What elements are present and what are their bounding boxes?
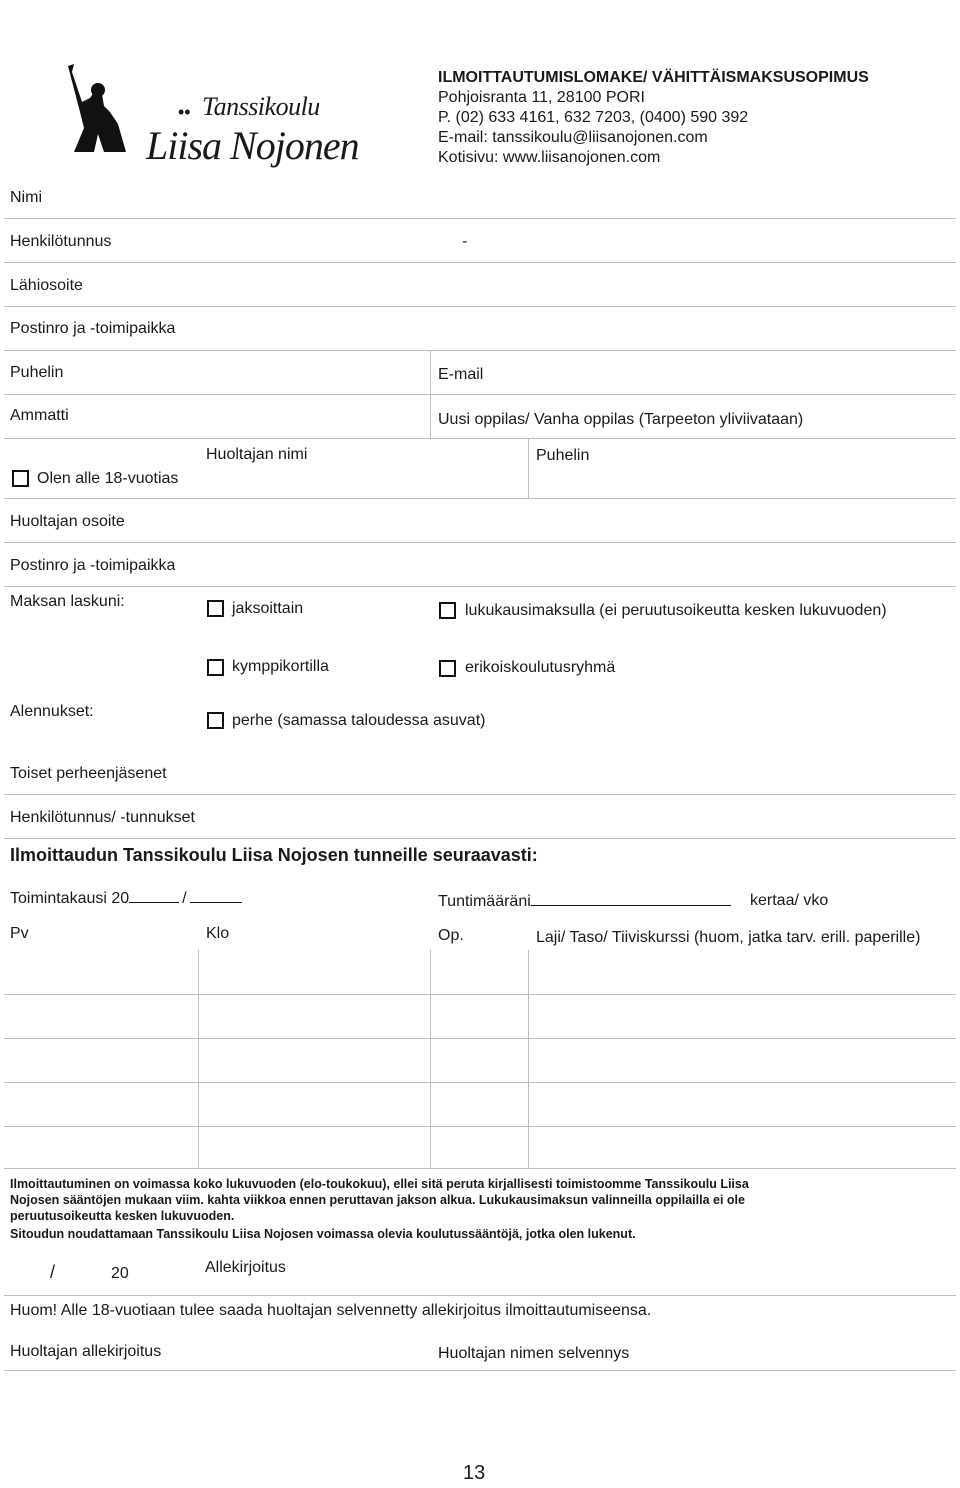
col-op: Op. [438,927,464,944]
toiset-label: Toiset perheenjäsenet [10,765,167,782]
huoltajan-osoite-line[interactable] [4,542,956,543]
henkilotunnus-dash: - [462,233,468,250]
guardian-divider [528,438,529,498]
schedule-row-line[interactable] [4,1038,956,1039]
form-title: ILMOITTAUTUMISLOMAKE/ VÄHITTÄISMAKSUSOPIMUS [438,69,869,86]
school-website: Kotisivu: www.liisanojonen.com [438,149,661,166]
ammatti-label: Ammatti [10,407,69,424]
puhelin-line[interactable] [4,394,956,395]
erikois-label: erikoiskoulutusryhmä [465,659,616,676]
date-slash: / [50,1262,56,1282]
terms-line-1: Ilmoittautuminen on voimassa koko lukuvuoden (elo-toukokuu), ellei sitä peruta kirjallisesti toimistoomme Tanssikoulu Liisa [10,1177,749,1191]
tunnukset-line[interactable] [4,838,956,839]
perhe-label: perhe (samassa taloudessa asuvat) [232,712,486,729]
dancer-silhouette-icon [60,62,130,162]
schedule-row-line[interactable] [4,1126,956,1127]
guardian-line[interactable] [4,498,956,499]
toiset-line[interactable] [4,794,956,795]
school-email: E-mail: tanssikoulu@liisanojonen.com [438,129,708,146]
logo [60,62,390,172]
schedule-row-line[interactable] [4,1168,956,1169]
logo-large-text: Liisa Nojonen [146,123,359,168]
nimi-label: Nimi [10,189,42,206]
huoltajan-allekirjoitus-label: Huoltajan allekirjoitus [10,1343,162,1360]
toimintakausi-slash: / [182,890,187,907]
allekirjoitus-label: Allekirjoitus [205,1259,286,1276]
kymppikortti-label: kymppikortilla [232,658,329,675]
oppilas-label: Uusi oppilas/ Vanha oppilas (Tarpeeton yliviivataan) [438,411,804,428]
huoltajan-selvennys-label: Huoltajan nimen selvennys [438,1345,630,1362]
toimintakausi-label [10,888,242,908]
postinro-label: Postinro ja -toimipaikka [10,320,176,337]
schedule-col-divider [198,950,199,1168]
col-klo: Klo [206,925,230,942]
erikois-checkbox[interactable] [439,660,456,677]
huoltajan-osoite-label: Huoltajan osoite [10,513,125,530]
huoltajan-postinro-label: Postinro ja -toimipaikka [10,557,176,574]
lahiosoite-label: Lähiosoite [10,277,83,294]
tuntimaara-field[interactable] [531,891,731,906]
huoltajan-postinro-line[interactable] [4,586,956,587]
signature-line[interactable] [4,1295,956,1296]
puhelin-label: Puhelin [10,364,64,381]
jaksoittain-checkbox[interactable] [207,600,224,617]
col-pv: Pv [10,925,29,942]
enrollment-heading: Ilmoittaudun Tanssikoulu Liisa Nojosen tunneille seuraavasti: [10,845,538,865]
school-address: Pohjoisranta 11, 28100 PORI [438,89,645,106]
postinro-line[interactable] [4,350,956,351]
jaksoittain-label: jaksoittain [232,600,304,617]
henkilotunnus-label: Henkilötunnus [10,233,112,250]
schedule-row-line[interactable] [4,1082,956,1083]
alle18-label: Olen alle 18-vuotias [37,470,179,487]
alle18-checkbox[interactable] [12,470,29,487]
nimi-line[interactable] [4,218,956,219]
huoltajan-nimi-label: Huoltajan nimi [206,446,308,463]
huoltajan-puhelin-label: Puhelin [536,447,590,464]
email-label: E-mail [438,366,484,383]
tuntimaara-label [438,891,731,911]
terms-line-2: Nojosen sääntöjen mukaan viim. kahta viikkoa ennen peruttavan jakson alkua. Lukukausimaksun valinneilla oppilailla ei ole [10,1193,745,1207]
terms-line-4: Sitoudun noudattamaan Tanssikoulu Liisa Nojosen voimassa olevia koulutussääntöjä, jotka olen lukenut. [10,1227,636,1241]
huom-note: Huom! Alle 18-vuotiaan tulee saada huoltajan selvennetty allekirjoitus ilmoittautumiseensa. [10,1302,652,1319]
terms-line-3: peruutusoikeutta kesken lukuvuoden. [10,1209,235,1223]
school-phone: P. (02) 633 4161, 632 7203, (0400) 590 392 [438,109,749,126]
toimintakausi-text: Toimintakausi 20 [10,890,130,907]
tunnukset-label: Henkilötunnus/ -tunnukset [10,809,195,826]
toimintakausi-year-end[interactable] [190,888,242,903]
date-year: 20 [111,1265,129,1282]
schedule-col-divider [430,950,431,1168]
henkilotunnus-line[interactable] [4,262,956,263]
perhe-checkbox[interactable] [207,712,224,729]
lahiosoite-line[interactable] [4,306,956,307]
toimintakausi-year-start[interactable] [129,888,179,903]
tuntimaara-text: Tuntimääräni [438,893,531,910]
col-laji: Laji/ Taso/ Tiiviskurssi (huom, jatka tarv. erill. paperille) [536,929,921,946]
kymppikortti-checkbox[interactable] [207,659,224,676]
logo-small-text: Tanssikoulu [202,92,320,121]
payment-label: Maksan laskuni: [10,593,125,610]
lukukausi-checkbox[interactable] [439,602,456,619]
schedule-row-line[interactable] [4,994,956,995]
page-number: 13 [463,1462,486,1484]
schedule-col-divider [528,950,529,1168]
ammatti-line[interactable] [4,438,956,439]
discounts-label: Alennukset: [10,703,94,720]
logo-dots: •• [178,102,191,122]
lukukausi-label: lukukausimaksulla (ei peruutusoikeutta kesken lukuvuoden) [465,602,887,619]
kertaa-label: kertaa/ vko [750,892,829,909]
guardian-signature-line[interactable] [4,1370,956,1371]
